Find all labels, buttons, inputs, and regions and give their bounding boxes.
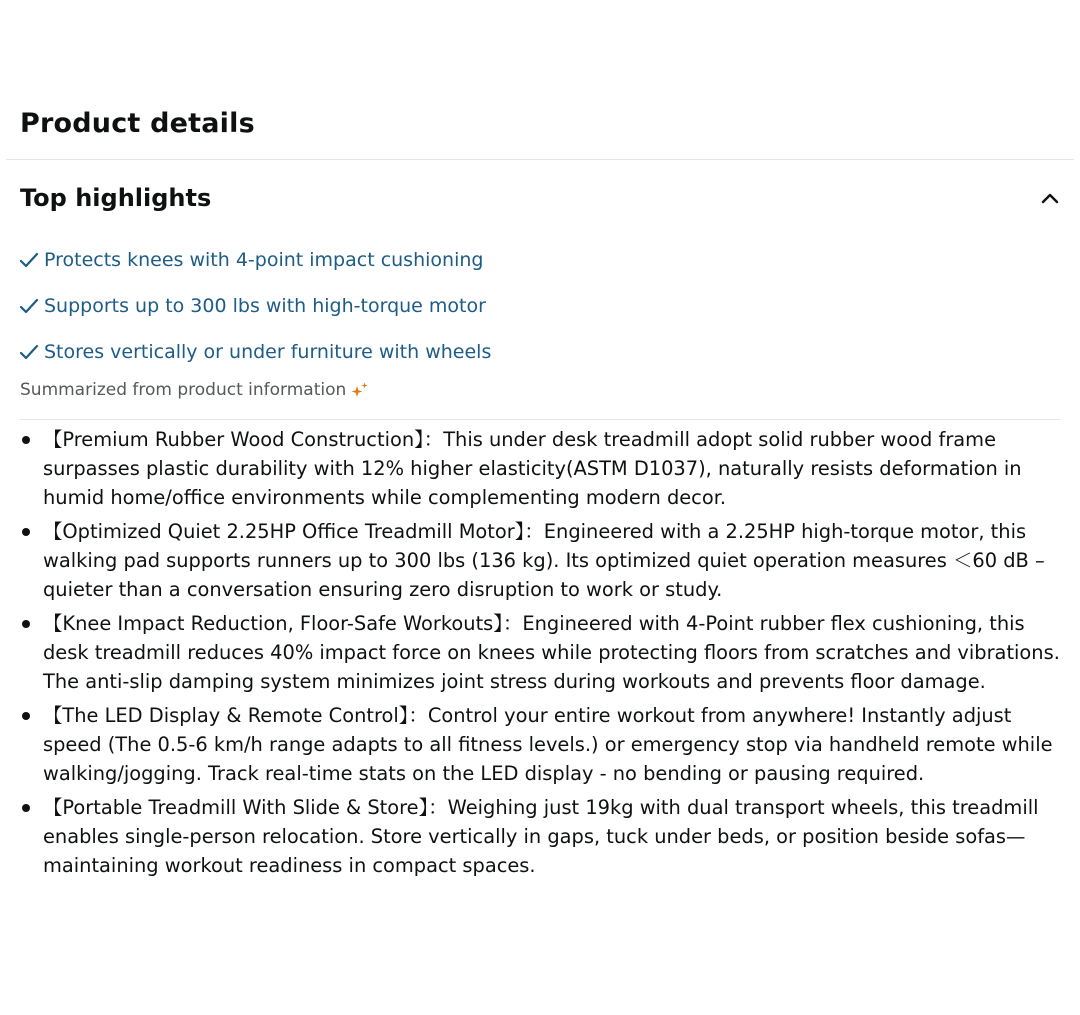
feature-bullet	[0, 425, 1080, 512]
highlight-label: Stores vertically or under furniture with wheels	[44, 341, 492, 363]
page-title: Product details	[20, 108, 255, 139]
top-highlights-toggle[interactable]	[20, 178, 1060, 218]
feature-bullet	[0, 609, 1080, 696]
highlight-item	[18, 283, 491, 329]
bullet-dot-icon	[22, 712, 30, 720]
feature-bullet-text: 【Knee Impact Reduction, Floor-Safe Workouts】：Engineered with 4-Point rubber flex cushioning, this desk treadmill reduces 40% impact force on knees while protecting floors from scratches and vibrations. The anti-slip damping system minimizes joint stress during workouts and prevents floor damage.	[43, 612, 1060, 693]
highlight-item	[18, 329, 491, 375]
highlight-label: Protects knees with 4-point impact cushioning	[44, 249, 484, 271]
feature-bullets	[0, 425, 1080, 885]
highlight-item	[18, 237, 491, 283]
feature-bullet	[0, 793, 1080, 880]
summary-note-text: Summarized from product information	[20, 380, 347, 400]
top-highlights-title: Top highlights	[20, 184, 212, 212]
feature-bullet	[0, 517, 1080, 604]
feature-bullet-text: 【Premium Rubber Wood Construction】：This under desk treadmill adopt solid rubber wood frame surpasses plastic durability with 12% higher elasticity(ASTM D1037), naturally resists deformation in humid home/office environments while complementing modern decor.	[43, 428, 1022, 509]
highlights-list	[18, 237, 491, 375]
checkmark-icon	[18, 295, 40, 317]
ai-sparkle-icon	[351, 381, 369, 399]
checkmark-icon	[18, 341, 40, 363]
feature-bullet-text: 【Portable Treadmill With Slide & Store】：Weighing just 19kg with dual transport wheels, this treadmill enables single-person relocation. Store vertically in gaps, tuck under beds, or position beside sofas—maintaining workout readiness in compact spaces.	[43, 796, 1039, 877]
chevron-up-icon[interactable]	[1038, 186, 1062, 210]
bullet-dot-icon	[22, 620, 30, 628]
feature-bullet	[0, 701, 1080, 788]
highlight-label: Supports up to 300 lbs with high-torque motor	[44, 295, 486, 317]
feature-bullet-text: 【The LED Display & Remote Control】：Control your entire workout from anywhere! Instantly adjust speed (The 0.5-6 km/h range adapts to all fitness levels.) or emergency stop via handheld remote while walking/jogging. Track real-time stats on the LED display - no bending or pausing required.	[43, 704, 1053, 785]
summary-note	[20, 376, 369, 404]
bullet-dot-icon	[22, 436, 30, 444]
bullet-dot-icon	[22, 528, 30, 536]
bullet-dot-icon	[22, 804, 30, 812]
highlights-divider	[20, 419, 1060, 420]
section-divider	[6, 159, 1074, 160]
checkmark-icon	[18, 249, 40, 271]
feature-bullet-text: 【Optimized Quiet 2.25HP Office Treadmill Motor】：Engineered with a 2.25HP high-torque motor, this walking pad supports runners up to 300 lbs (136 kg). Its optimized quiet operation measures ＜60 dB – quieter than a conversation ensuring zero disruption to work or study.	[43, 520, 1045, 601]
